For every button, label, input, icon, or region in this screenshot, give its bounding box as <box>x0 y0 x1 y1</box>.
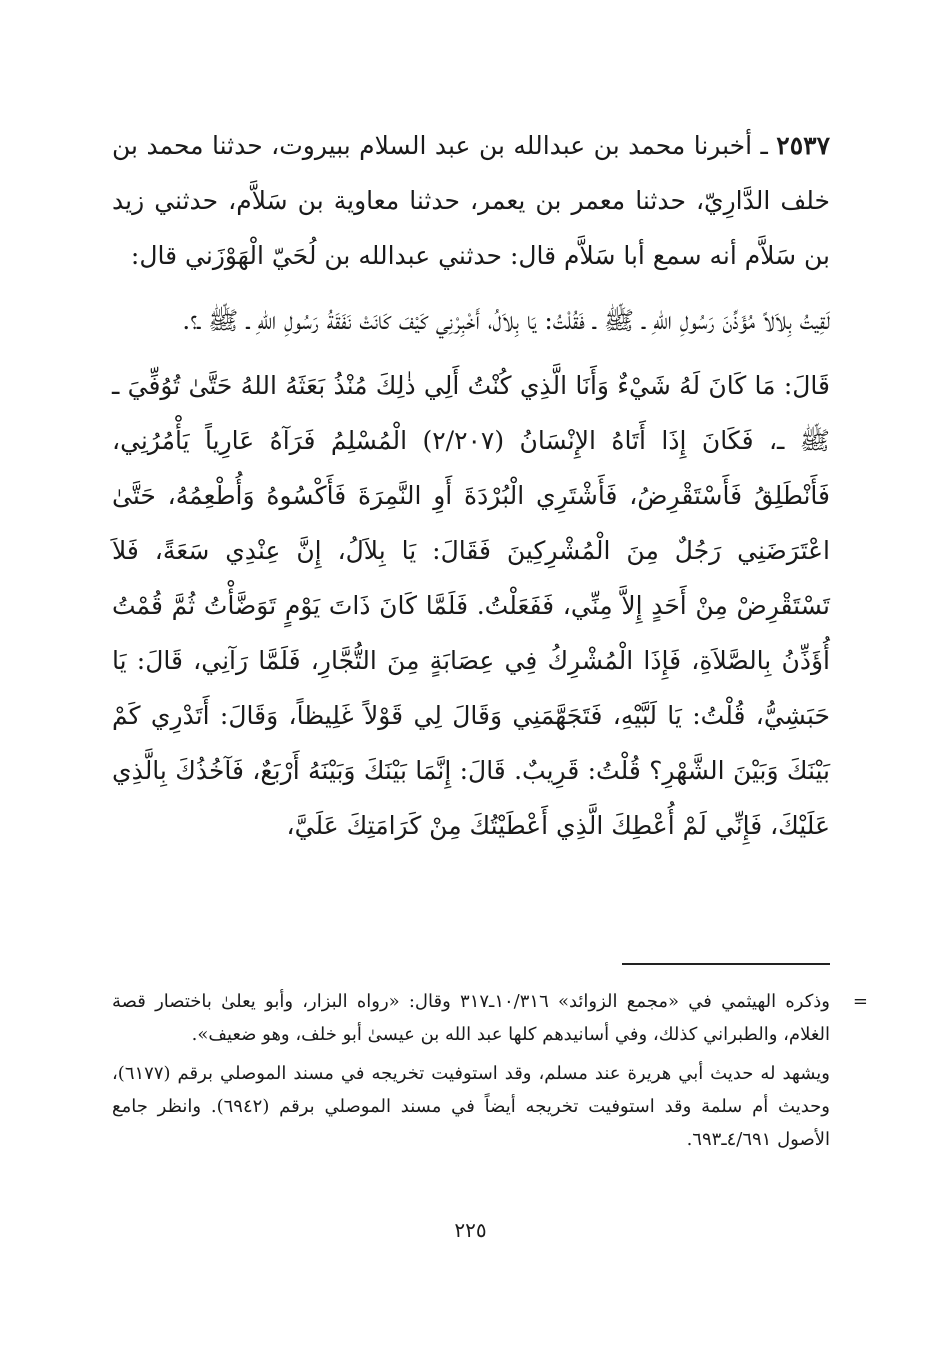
hadith-number: ٢٥٣٧ <box>776 131 830 160</box>
hadith-isnad: ـ أخبرنا محمد بن عبدالله بن عبد السلام ببيروت، حدثنا محمد بن خلف الدَّارِيّ، حدثنا معمر بن يعمر، حدثنا معاوية بن سَلاَّم، حدثني زيد بن سَلاَّم أنه سمع أبا سَلاَّم قال: حدثني عبدالله بن لُحَيّ الْهَوْزَني قال: <box>112 131 830 270</box>
footnote-2: ويشهد له حديث أبي هريرة عند مسلم، وقد استوفيت تخريجه في مسند الموصلي برقم (٦١٧٧)، وحديث أم سلمة وقد استوفيت تخريجه أيضاً في مسند الموصلي برقم (٦٩٤٢). وانظر جامع الأصول ٤/٦٩١ـ٦٩٣. <box>112 1063 830 1150</box>
hadith-body <box>112 118 830 853</box>
hadith-question: لَقِيتُ بِلاَلاً مُؤَذِّنَ رَسُولِ اللهِ ـ ﷺ ـ فَقُلْتُ: يَا بِلاَلُ، أَخْبِرْنِي كَيْفَ كَانَتْ نَفَقَةُ رَسُولِ اللهِ ـ ﷺ ـ؟. <box>182 306 830 335</box>
footnote-1 <box>112 985 868 1051</box>
continuation-marker: = <box>852 991 868 1012</box>
page-number: ٢٢٥ <box>454 1218 487 1242</box>
footnote-1-text: وذكره الهيثمي في «مجمع الزوائد» ١٠/٣١٦ـ٣١٧ وقال: «رواه البزار، وأبو يعلىٰ باختصار قصة الغلام، والطبراني كذلك، وفي أسانيدهم كلها عبد الله بن عيسىٰ أبو خلف، وهو ضعيف». <box>112 991 830 1045</box>
hadith-answer: قَالَ: مَا كَانَ لَهُ شَيْءٌ وَأَنَا الَّذِي كُنْتُ أَلِي ذٰلِكَ مُنْذُ بَعَثَهُ اللهُ حَتَّىٰ تُوُفِّيَ ـ ﷺ ـ، فَكَانَ إِذَا أَتَاهُ الإِنْسَانُ (٢/٢٠٧) الْمُسْلِمُ فَرَآهُ عَارِياً يَأْمُرُنِي، فَأَنْطَلِقُ فَأَسْتَقْرِضُ، فَأَشْتَرِي الْبُرْدَةَ أَوِ النَّمِرَةَ فَأَكْسُوهُ وَأُطْعِمُهُ، حَتَّىٰ اعْتَرَضَنِي رَجُلٌ مِنَ الْمُشْرِكِينَ فَقَالَ: يَا بِلاَلُ، إِنَّ عِنْدِي سَعَةً، فَلاَ تَسْتَقْرِضْ مِنْ أَحَدٍ إِلاَّ مِنِّي، فَفَعَلْتُ. فَلَمَّا كَانَ ذَاتَ يَوْمٍ تَوَضَّأْتُ ثُمَّ قُمْتُ أُؤَذِّنُ بِالصَّلاَةِ، فَإِذَا الْمُشْرِكُ فِي عِصَابَةٍ مِنَ التُّجَّارِ، فَلَمَّا رَآنِي، قَالَ: يَا حَبَشِيُّ، قُلْتُ: يَا لَبَّيْهِ، فَتَجَهَّمَنِي وَقَالَ لِي قَوْلاً غَلِيظاً، وَقَالَ: أَتَدْرِي كَمْ بَيْنَكَ وَبَيْنَ الشَّهْرِ؟ قُلْتُ: قَرِيبٌ. قَالَ: إِنَّمَا بَيْنَكَ وَبَيْنَهُ أَرْبَعٌ، فَآخُذُكَ بِالَّذِي عَلَيْكَ، فَإِنِّي لَمْ أُعْطِكَ الَّذِي أَعْطَيْتُكَ مِنْ كَرَامَتِكَ عَلَيَّ، <box>112 371 830 840</box>
footnotes <box>112 985 868 1156</box>
footnote-separator <box>622 963 830 965</box>
hadith-isnad-paragraph <box>112 118 830 283</box>
